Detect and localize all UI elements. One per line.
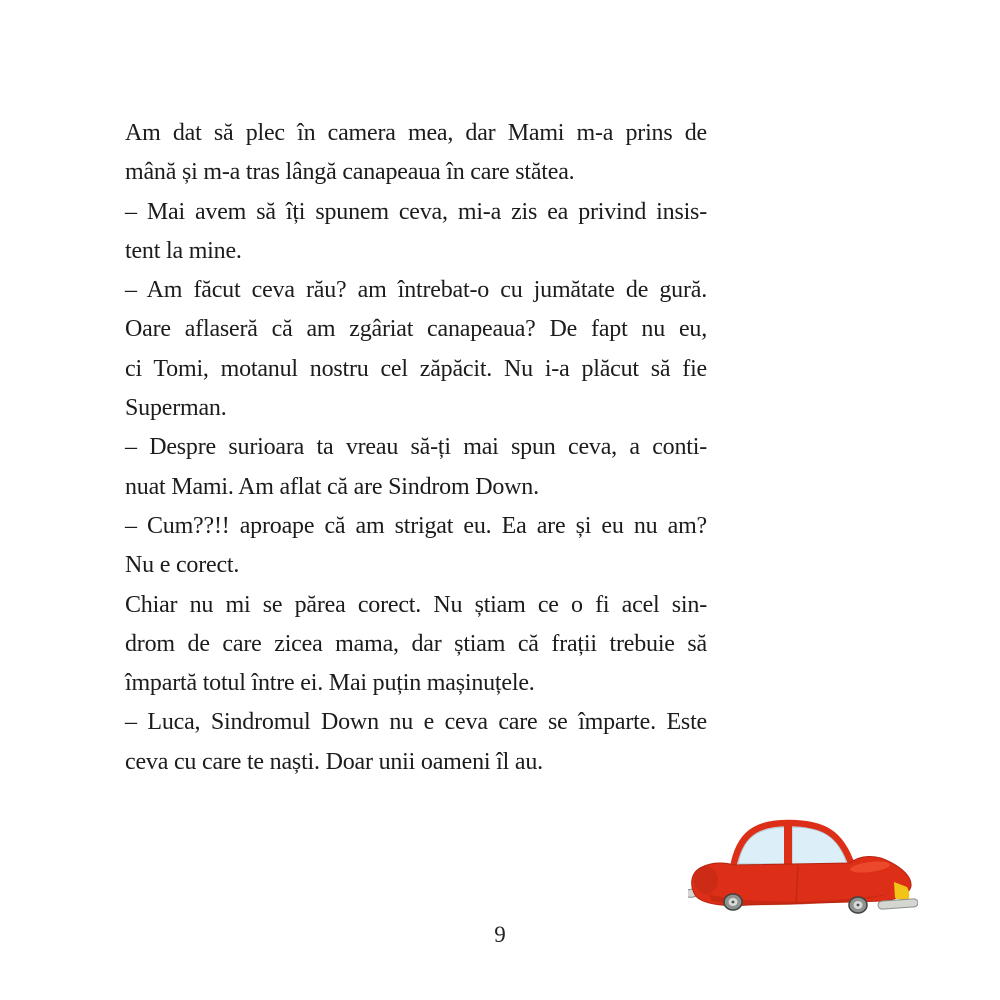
text-block: [125, 114, 707, 782]
car-rear-window: [738, 827, 785, 864]
text-line: ci Tomi, motanul nostru cel zăpăcit. Nu i-a plăcut să fie: [125, 355, 707, 382]
text-line: drom de care zicea mama, dar știam că frații trebuie să: [125, 630, 707, 657]
text-line: Oare aflaseră că am zgâriat canapeaua? De fapt nu eu,: [125, 316, 707, 343]
text-line: – Luca, Sindromul Down nu e ceva care se împarte. Este: [125, 709, 707, 736]
car-rear-wheel: [724, 894, 742, 910]
red-car-illustration: [688, 818, 918, 915]
text-line: – Cum??!! aproape că am strigat eu. Ea are și eu nu am?: [125, 512, 707, 539]
text-line: Nu e corect.: [125, 552, 240, 579]
car-shade-rear: [694, 866, 718, 894]
text-line: mână și m-a tras lângă canapeaua în care stătea.: [125, 159, 575, 186]
text-line: Superman.: [125, 395, 227, 422]
text-line: – Am făcut ceva rău? am întrebat-o cu jumătate de gură.: [125, 277, 707, 304]
text-line: – Mai avem să îți spunem ceva, mi-a zis ea privind insis-: [125, 198, 707, 225]
text-line: împartă totul între ei. Mai puțin mașinuțele.: [125, 670, 535, 697]
text-line: ceva cu care te naști. Doar unii oameni îl au.: [125, 748, 543, 775]
car-window-pillar: [784, 826, 792, 866]
text-line: nuat Mami. Am aflat că are Sindrom Down.: [125, 473, 539, 500]
car-front-wheel: [849, 897, 867, 913]
text-line: tent la mine.: [125, 237, 242, 264]
text-line: Chiar nu mi se părea corect. Nu știam ce o fi acel sin-: [125, 591, 707, 618]
page-number: 9: [494, 922, 506, 947]
text-line: Am dat să plec în camera mea, dar Mami m-a prins de: [125, 120, 707, 146]
text-line: – Despre surioara ta vreau să-ți mai spun ceva, a conti-: [125, 434, 707, 461]
